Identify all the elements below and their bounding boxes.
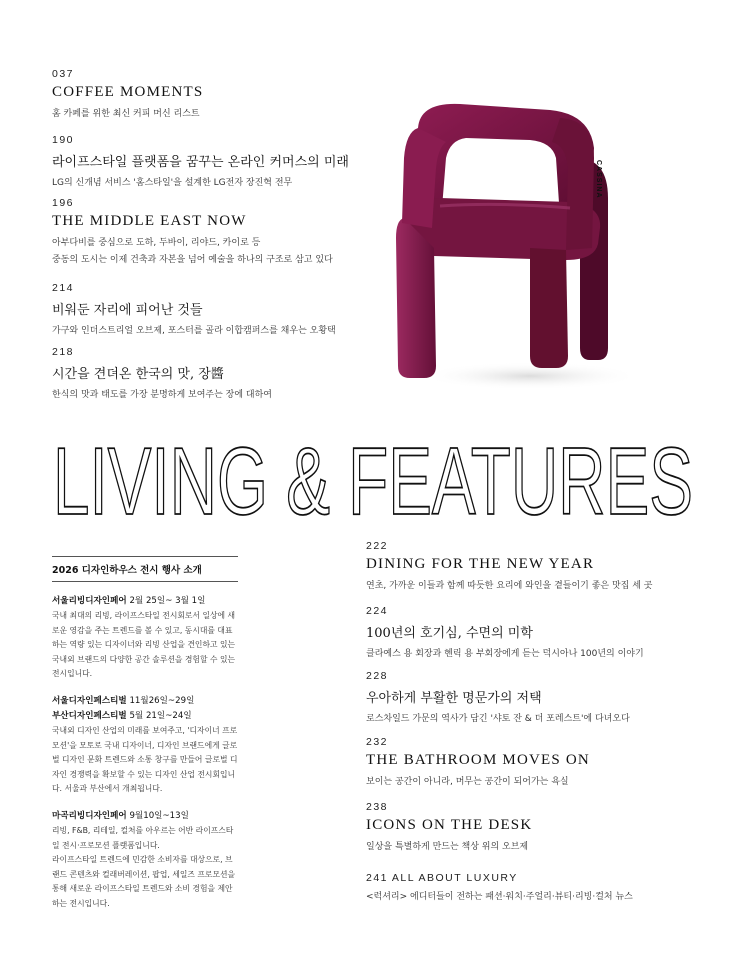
event-name: 마곡리빙디자인페어 xyxy=(52,810,127,821)
section-title-text: LIVING & FEATURES xyxy=(53,428,693,530)
article-description-line2: 중동의 도시는 이제 건축과 자본을 넘어 예술을 하나의 구조로 삼고 있다 xyxy=(52,255,333,265)
toc-entry-241[interactable] xyxy=(366,872,633,906)
article-title: 라이프스타일 플랫폼을 꿈꾸는 온라인 커머스의 미래 xyxy=(52,155,349,170)
article-title: 우아하게 부활한 명문가의 저택 xyxy=(366,691,542,706)
article-description: 로스차일드 가문의 역사가 담긴 '샤토 잔 & 더 포레스트'에 다녀오다 xyxy=(366,714,630,724)
event-description: 리빙, F&B, 리테일, 컬처를 아우르는 어반 라이프스타일 전시·프로모션 플랫폼입니다. xyxy=(52,825,234,850)
page-number: 238 xyxy=(366,801,389,813)
page-number: 190 xyxy=(52,134,75,146)
toc-entry-238[interactable] xyxy=(366,801,532,856)
toc-entry-224[interactable] xyxy=(366,605,644,663)
page-number: 228 xyxy=(366,670,389,682)
page-heading xyxy=(366,872,633,884)
toc-entry-232[interactable] xyxy=(366,736,590,791)
event-description: 국내 최대의 리빙, 라이프스타일 전시회로서 일상에 새로운 영감을 주는 트렌드를 볼 수 있고, 동시대를 대표하는 역량 있는 디자이너와 리빙 산업을 견인하고 있는 국내외 브랜드의 다양한 공간 솔루션을 경험할 수 있는 전시입니다. xyxy=(52,611,236,679)
event-name: 부산디자인페스티벌 xyxy=(52,710,127,721)
toc-entry-190[interactable] xyxy=(52,134,349,192)
page-number: 232 xyxy=(366,736,389,748)
article-description: 보이는 공간이 아니라, 머무는 공간이 되어가는 욕실 xyxy=(366,777,569,787)
article-description: 홈 카페를 위한 최신 커피 머신 리스트 xyxy=(52,109,200,119)
event-date: 2월 25일~ 3월 1일 xyxy=(129,596,206,606)
page-number: 214 xyxy=(52,282,75,294)
event-name: 서울디자인페스티벌 xyxy=(52,695,127,706)
article-title: 비워둔 자리에 피어난 것들 xyxy=(52,303,203,318)
event-name: 서울리빙디자인페어 xyxy=(52,596,127,606)
article-title: THE MIDDLE EAST NOW xyxy=(52,213,247,229)
chair-photo xyxy=(380,98,628,398)
article-title: ALL ABOUT LUXURY xyxy=(391,872,518,884)
toc-entry-228[interactable] xyxy=(366,670,630,728)
article-description: 클라예스 용 회장과 헨릭 용 부회장에게 듣는 덕시아나 100년의 이야기 xyxy=(366,649,644,659)
article-description: 아부다비를 중심으로 도하, 두바이, 리야드, 카이로 등 xyxy=(52,238,261,248)
article-description: <럭셔리> 에디터들이 전하는 패션·워치·주얼리·뷰티·리빙·컬처 뉴스 xyxy=(366,892,633,902)
exhibition-sidebar xyxy=(52,556,238,912)
article-title: 100년의 호기심, 수면의 미학 xyxy=(366,626,533,641)
article-description: LG의 신개념 서비스 '홈스타일'을 설계한 LG전자 장진혁 전무 xyxy=(52,178,293,188)
article-title: DINING FOR THE NEW YEAR xyxy=(366,556,595,572)
sidebar-heading: 2026 디자인하우스 전시 행사 소개 xyxy=(52,556,238,582)
sidebar-block-design-festival xyxy=(52,694,238,797)
article-description: 일상을 특별하게 만드는 책상 위의 오브제 xyxy=(366,842,529,852)
article-title: COFFEE MOMENTS xyxy=(52,84,204,100)
toc-entry-218[interactable] xyxy=(52,346,272,404)
article-description: 가구와 인더스트리얼 오브제, 포스터를 골라 이합캠퍼스를 채우는 오황택 xyxy=(52,326,336,336)
toc-entry-222[interactable] xyxy=(366,540,652,595)
page-number: 196 xyxy=(52,197,75,209)
event-date: 9월10일~13일 xyxy=(129,810,189,821)
toc-entry-196[interactable] xyxy=(52,197,333,269)
page-number: 224 xyxy=(366,605,389,617)
event-date: 5월 21일~24일 xyxy=(129,710,192,721)
toc-entry-037[interactable] xyxy=(52,68,203,123)
article-title: THE BATHROOM MOVES ON xyxy=(366,752,590,768)
event-description: 국내외 디자인 산업의 미래를 보여주고, '디자이너 프로모션'을 모토로 국내 디자이너, 디자인 브랜드에게 글로벌 디자인 문화 트렌드와 소통 창구를 만들어 글로벌 디자인 경쟁력을 확보할 수 있는 디자인 산업 전시회입니다. 서울과 부산에서 개최됩니다. xyxy=(52,725,238,794)
page-number: 241 xyxy=(366,872,389,884)
article-description: 연초, 가까운 이들과 함께 따듯한 요리에 와인을 곁들이기 좋은 맛집 세 곳 xyxy=(366,581,653,591)
toc-entry-214[interactable] xyxy=(52,282,336,340)
page-number: 222 xyxy=(366,540,389,552)
brand-label: CASSINA xyxy=(595,160,602,199)
article-title: 시간을 견뎌온 한국의 맛, 장醬 xyxy=(52,367,224,382)
event-description-2: 라이프스타일 트렌드에 민감한 소비자를 대상으로, 브랜드 콘텐츠와 컬래버레이션, 팝업, 세일즈 프로모션을 통해 새로운 라이프스타일 트렌드와 소비 경험을 제안하는 전시입니다. xyxy=(52,855,236,908)
event-date: 11월26일~29일 xyxy=(129,695,195,706)
article-description: 한식의 맛과 태도를 가장 분명하게 보여주는 장에 대하여 xyxy=(52,390,272,400)
article-title: ICONS ON THE DESK xyxy=(366,817,533,833)
page-number: 037 xyxy=(52,68,75,80)
page-number: 218 xyxy=(52,346,75,358)
sidebar-block-magok-living xyxy=(52,809,238,912)
section-title xyxy=(48,420,698,530)
sidebar-block-seoul-living xyxy=(52,594,238,682)
